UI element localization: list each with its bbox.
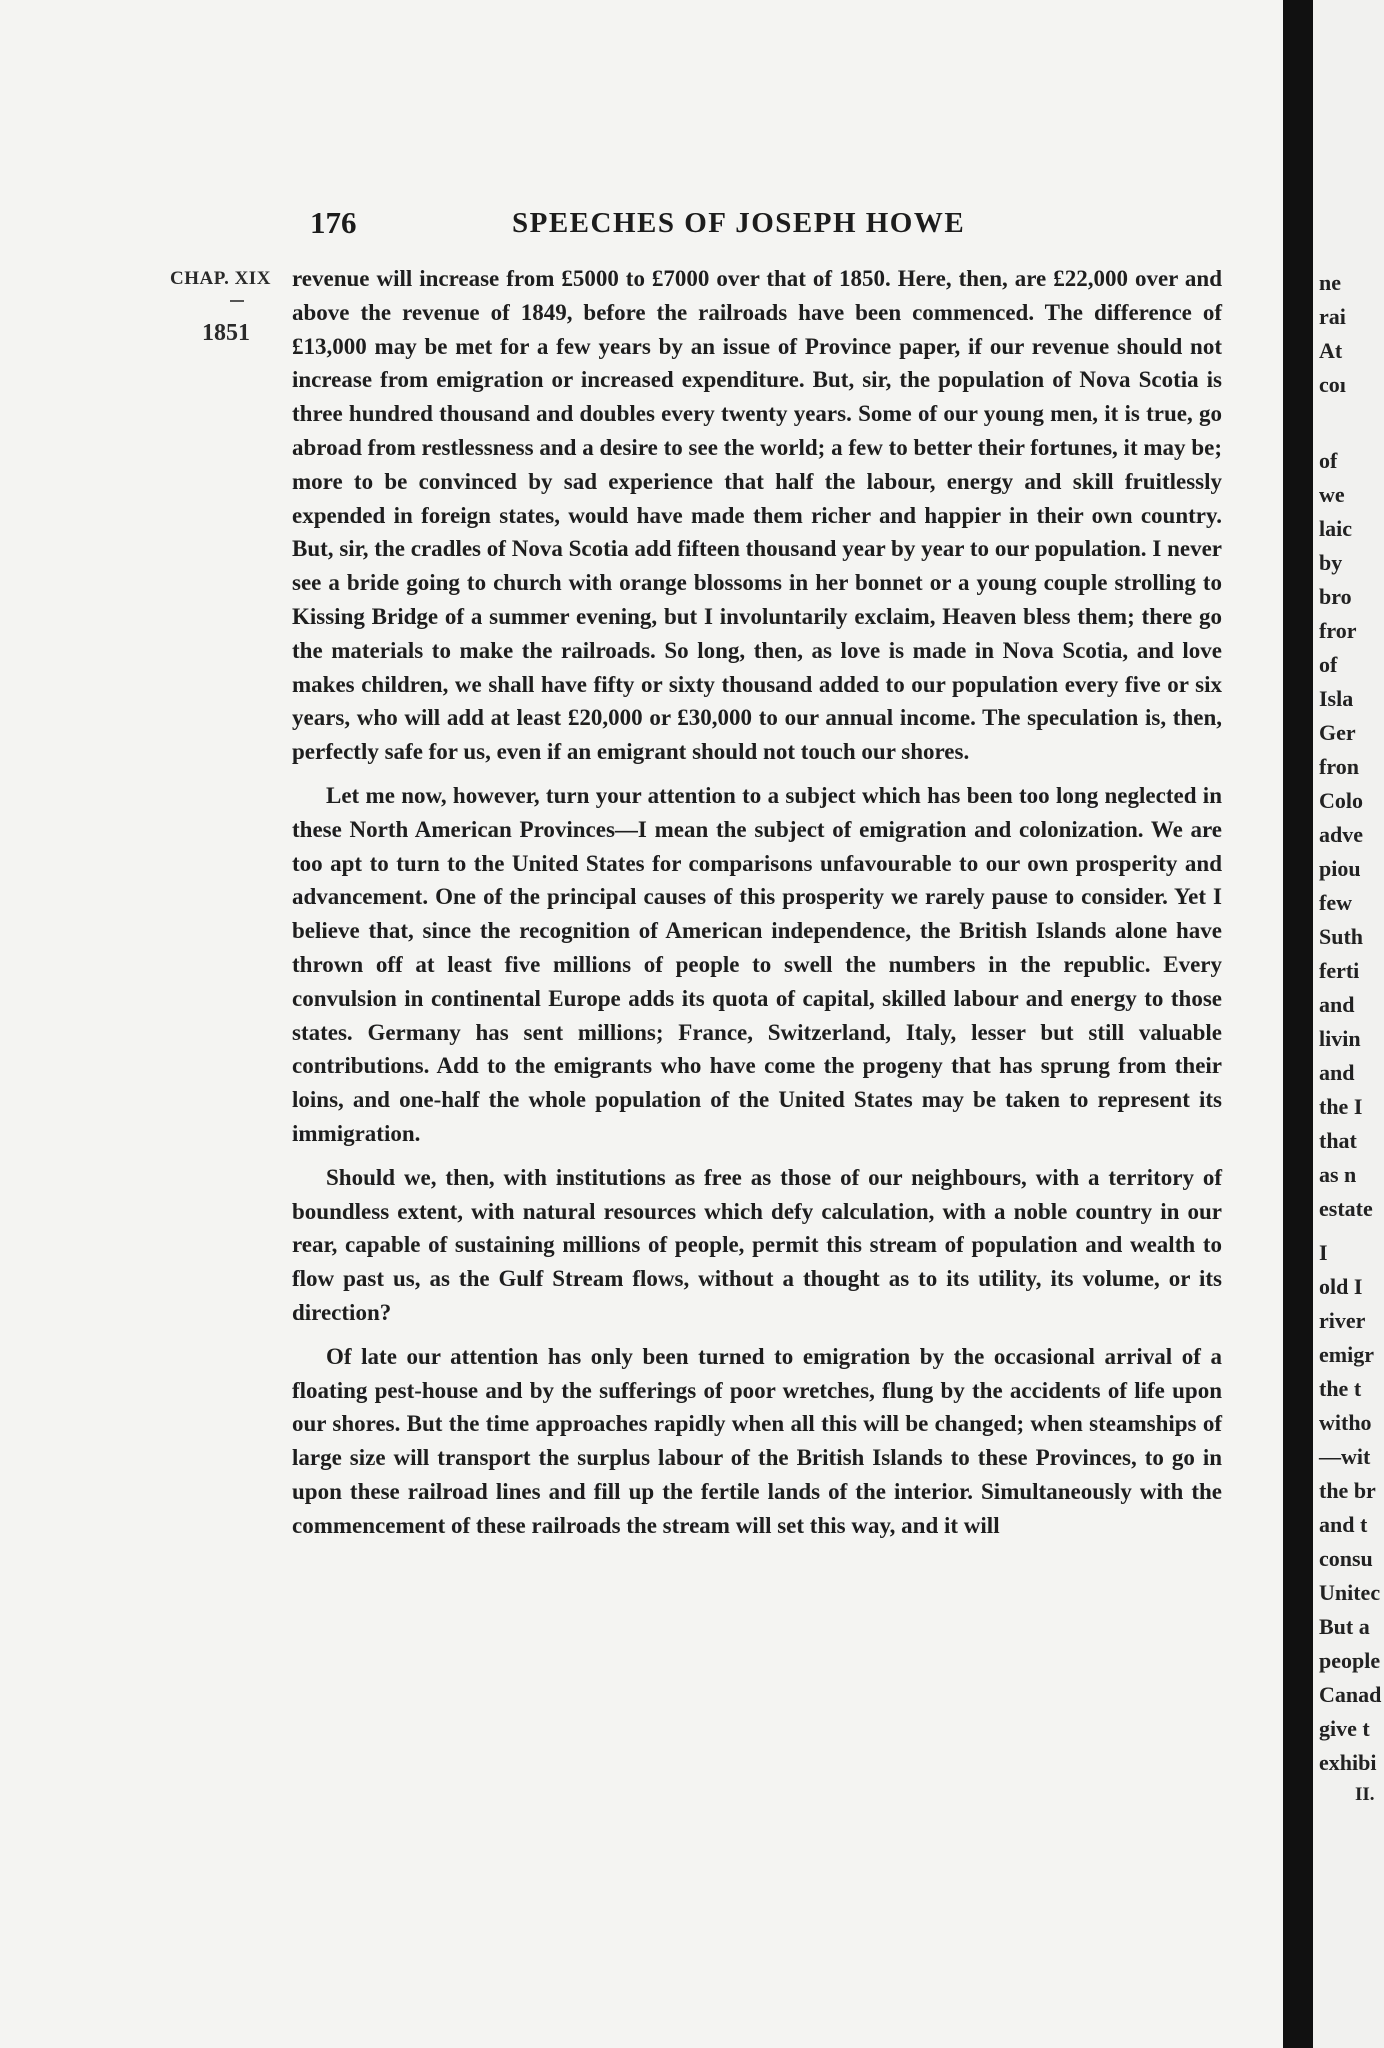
facing-page <box>1313 0 1384 2048</box>
page-number: 176 <box>310 205 357 240</box>
facing-fragment: few <box>1319 890 1352 915</box>
paragraph: Let me now, however, turn your attention to a subject which has been too long neglected in these North American Provinces—I mean the subject of emigration and colonization. We are too apt to turn to the United States for comparisons unfavourable to our own prosperity and advancement. One of the principal causes of this prosperity we rarely pause to consider. Yet I believe that, since the recognition of American independence, the British Islands alone have thrown off at least five millions of people to swell the numbers in the republic. Every convulsion in continental Europe adds its quota of capital, skilled labour and energy to those states. Germany has sent millions; France, Switzerland, Italy, lesser but still valuable contributions. Add to the emigrants who have come the progeny that has sprung from their loins, and one-half the whole population of the United States may be taken to represent its immigration. <box>292 782 1222 1146</box>
facing-fragment: But a <box>1319 1614 1370 1639</box>
facing-fragment: witho <box>1319 1410 1372 1435</box>
facing-fragment: adve <box>1319 822 1363 847</box>
facing-fragment: livin <box>1319 1026 1361 1051</box>
facing-fragment: ferti <box>1319 958 1360 983</box>
facing-fragment: rai <box>1319 304 1346 329</box>
facing-fragment: At <box>1319 338 1343 363</box>
facing-fragment: we <box>1319 482 1345 507</box>
facing-fragment: fron <box>1319 754 1359 779</box>
paragraph: Of late our attention has only been turned to emigration by the occasional arrival of a floating pest-house and by the sufferings of poor wretches, flung by the accidents of life upon our shores. But the time approaches rapidly when all this will be changed; when steamships of large size will transport the surplus labour of the British Islands to these Provinces, to go in upon these railroad lines and fill up the fertile lands of the interior. Simultaneously with the commencement of these railroads the stream will set this way, and it will <box>292 1343 1222 1538</box>
facing-fragment: the t <box>1319 1376 1362 1401</box>
facing-fragment: fror <box>1319 618 1357 643</box>
facing-fragment: consu <box>1319 1546 1373 1571</box>
facing-fragment: coı <box>1319 372 1346 397</box>
facing-fragment: Ger <box>1319 720 1356 745</box>
facing-fragment: old I <box>1319 1274 1363 1299</box>
facing-fragment: of <box>1319 448 1338 473</box>
facing-fragment: Canad <box>1319 1682 1382 1707</box>
facing-fragment: and t <box>1319 1512 1368 1537</box>
facing-fragment: Suth <box>1319 924 1364 949</box>
facing-fragment: river <box>1319 1308 1366 1333</box>
paragraph: revenue will increase from £5000 to £7000 over that of 1850. Here, then, are £22,000 over and above the revenue of 1849, before the railroads have been commenced. The difference of £13,000 may be met for a few years by an issue of Province paper, if our revenue should not increase from emigration or increased expenditure. But, sir, the population of Nova Scotia is three hundred thousand and doubles every twenty years. Some of our young men, it is true, go abroad from restlessness and a desire to see the world; a few to better their fortunes, it may be; more to be convinced by sad experience that half the labour, energy and skill fruitlessly expended in foreign states, would have made them richer and happier in their own country. But, sir, the cradles of Nova Scotia add fifteen thousand year by year to our population. I never see a bride going to church with orange blossoms in her bonnet or a young couple strolling to Kissing Bridge of a summer evening, but I involuntarily exclaim, Heaven bless them; there go the materials to make the railroads. So long, then, as love is made in Nova Scotia, and love makes children, we shall have fifty or sixty thousand added to our population every five or six years, who will add at least £20,000 or £30,000 to our annual income. The speculation is, then, perfectly safe for us, even if an emigrant should not touch our shores. <box>292 266 1222 765</box>
facing-fragment: exhibi <box>1319 1750 1377 1775</box>
facing-fragment: of <box>1319 652 1338 677</box>
facing-fragment: Colo <box>1319 788 1363 813</box>
paragraph: Should we, then, with institutions as free as those of our neighbours, with a territory of boundless extent, with natural resources which defy calculation, with a noble country in our rear, capable of sustaining millions of people, permit this stream of population and wealth to flow past us, as the Gulf Stream flows, without a thought as to its utility, its volume, or its direction? <box>292 1164 1222 1325</box>
facing-fragment: emigr <box>1319 1342 1374 1367</box>
facing-fragment: by <box>1319 550 1343 575</box>
facing-fragment: —wit <box>1319 1444 1371 1469</box>
facing-fragment: I <box>1319 1240 1328 1265</box>
facing-fragment: estate <box>1319 1196 1373 1221</box>
facing-fragment: ne <box>1319 270 1341 295</box>
facing-fragment: give t <box>1319 1716 1370 1741</box>
facing-fragment: the br <box>1319 1478 1376 1503</box>
margin-year: 1851 <box>202 320 250 346</box>
facing-fragment: Unitec <box>1319 1580 1381 1605</box>
running-title: SPEECHES OF JOSEPH HOWE <box>512 207 966 239</box>
facing-fragment: that <box>1319 1128 1357 1153</box>
book-gutter <box>1283 0 1313 2048</box>
facing-fragment: the I <box>1319 1094 1363 1119</box>
facing-fragment: as n <box>1319 1162 1357 1187</box>
facing-fragment: II. <box>1355 1784 1375 1805</box>
facing-fragment: laic <box>1319 516 1352 541</box>
margin-divider <box>230 300 244 302</box>
facing-fragment: piou <box>1319 856 1361 881</box>
facing-fragment: bro <box>1319 584 1352 609</box>
body-text <box>292 262 1222 1542</box>
facing-fragment: and <box>1319 992 1355 1017</box>
facing-fragment: Isla <box>1319 686 1354 711</box>
facing-fragment: and <box>1319 1060 1355 1085</box>
facing-fragment: people <box>1319 1648 1381 1673</box>
margin-chapter: CHAP. XIX <box>170 268 271 289</box>
